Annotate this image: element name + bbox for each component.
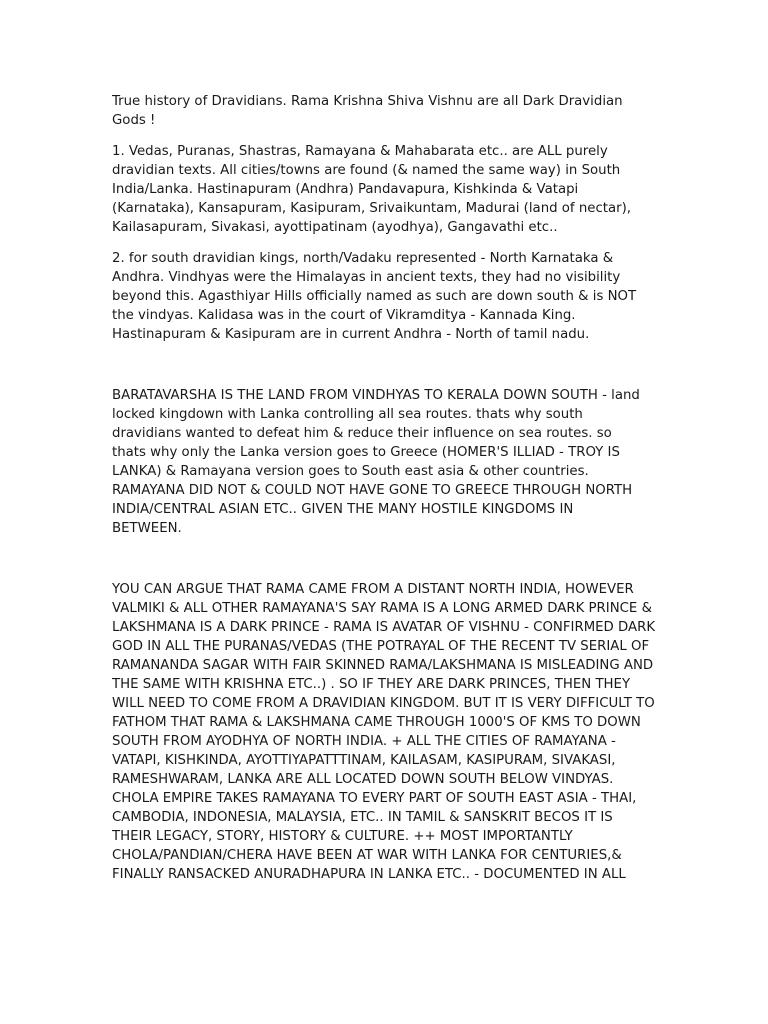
spacer (112, 237, 660, 249)
paragraph-4: YOU CAN ARGUE THAT RAMA CAME FROM A DISTANT NORTH INDIA, HOWEVER VALMIKI & ALL OTHER RAMAYANA'S SAY RAMA IS A LONG ARMED DARK PRINCE & LAKSHMANA IS A DARK PRINCE - RAMA IS AVATAR OF VISHNU - CONFIRMED DARK GOD IN ALL THE PURANAS/VEDAS (THE POTRAYAL OF THE RECENT TV SERIAL OF RAMANANDA SAGAR WITH FAIR SKINNED RAMA/LAKSHMANA IS MISLEADING AND THE SAME WITH KRISHNA ETC..) . SO IF THEY ARE DARK PRINCES, THEN THEY WILL NEED TO COME FROM A DRAVIDIAN KINGDOM. BUT IT IS VERY DIFFICULT TO FATHOM THAT RAMA & LAKSHMANA CAME THROUGH 1000'S OF KMS TO DOWN SOUTH FROM AYODHYA OF NORTH INDIA. + ALL THE CITIES OF RAMAYANA - VATAPI, KISHKINDA, AYOTTIYAPATTTINAM, KAILASAM, KASIPURAM, SIVAKASI, RAMESHWARAM, LANKA ARE ALL LOCATED DOWN SOUTH BELOW VINDYAS. CHOLA EMPIRE TAKES RAMAYANA TO EVERY PART OF SOUTH EAST ASIA - THAI, CAMBODIA, INDONESIA, MALAYSIA, ETC.. IN TAMIL & SANSKRIT BECOS IT IS THEIR LEGACY, STORY, HISTORY & CULTURE. ++ MOST IMPORTANTLY CHOLA/PANDIAN/CHERA HAVE BEEN AT WAR WITH LANKA FOR CENTURIES,& FINALLY RANSACKED ANURADHAPURA IN LANKA ETC.. - DOCUMENTED IN ALL (112, 582, 656, 882)
document-title: True history of Dravidians. Rama Krishna Shiva Vishnu are all Dark Dravidian Gods ! (112, 94, 623, 128)
paragraph-2: 2. for south dravidian kings, north/Vadaku represented - North Karnataka & Andhra. Vindhyas were the Himalayas in ancient texts, they had no visibility beyond this. Agasthiyar Hills officially named as such are down south & is NOT the vindyas. Kalidasa was in the court of Vikramditya - Kannada King. Hastinapuram & Kasipuram are in current Andhra - North of tamil nadu. (112, 251, 637, 342)
spacer (112, 344, 660, 386)
spacer (112, 130, 660, 142)
paragraph-1: 1. Vedas, Puranas, Shastras, Ramayana & Mahabarata etc.. are ALL purely dravidian texts. All cities/towns are found (& named the same way) in South India/Lanka. Hastinapuram (Andhra) Pandavapura, Kishkinda & Vatapi (Karnataka), Kansapuram, Kasipuram, Srivaikuntam, Madurai (land of nectar), Kailasapuram, Sivakasi, ayottipatinam (ayodhya), Gangavathi etc.. (112, 144, 632, 235)
spacer (112, 538, 660, 580)
paragraph-3: BARATAVARSHA IS THE LAND FROM VINDHYAS TO KERALA DOWN SOUTH - land locked kingdown with Lanka controlling all sea routes. thats why south dravidians wanted to defeat him & reduce their influence on sea routes. so thats why only the Lanka version goes to Greece (HOMER'S ILLIAD - TROY IS LANKA) & Ramayana version goes to South east asia & other countries. RAMAYANA DID NOT & COULD NOT HAVE GONE TO GREECE THROUGH NORTH INDIA/CENTRAL ASIAN ETC.. GIVEN THE MANY HOSTILE KINGDOMS IN BETWEEN. (112, 388, 640, 536)
document-page (112, 92, 660, 884)
